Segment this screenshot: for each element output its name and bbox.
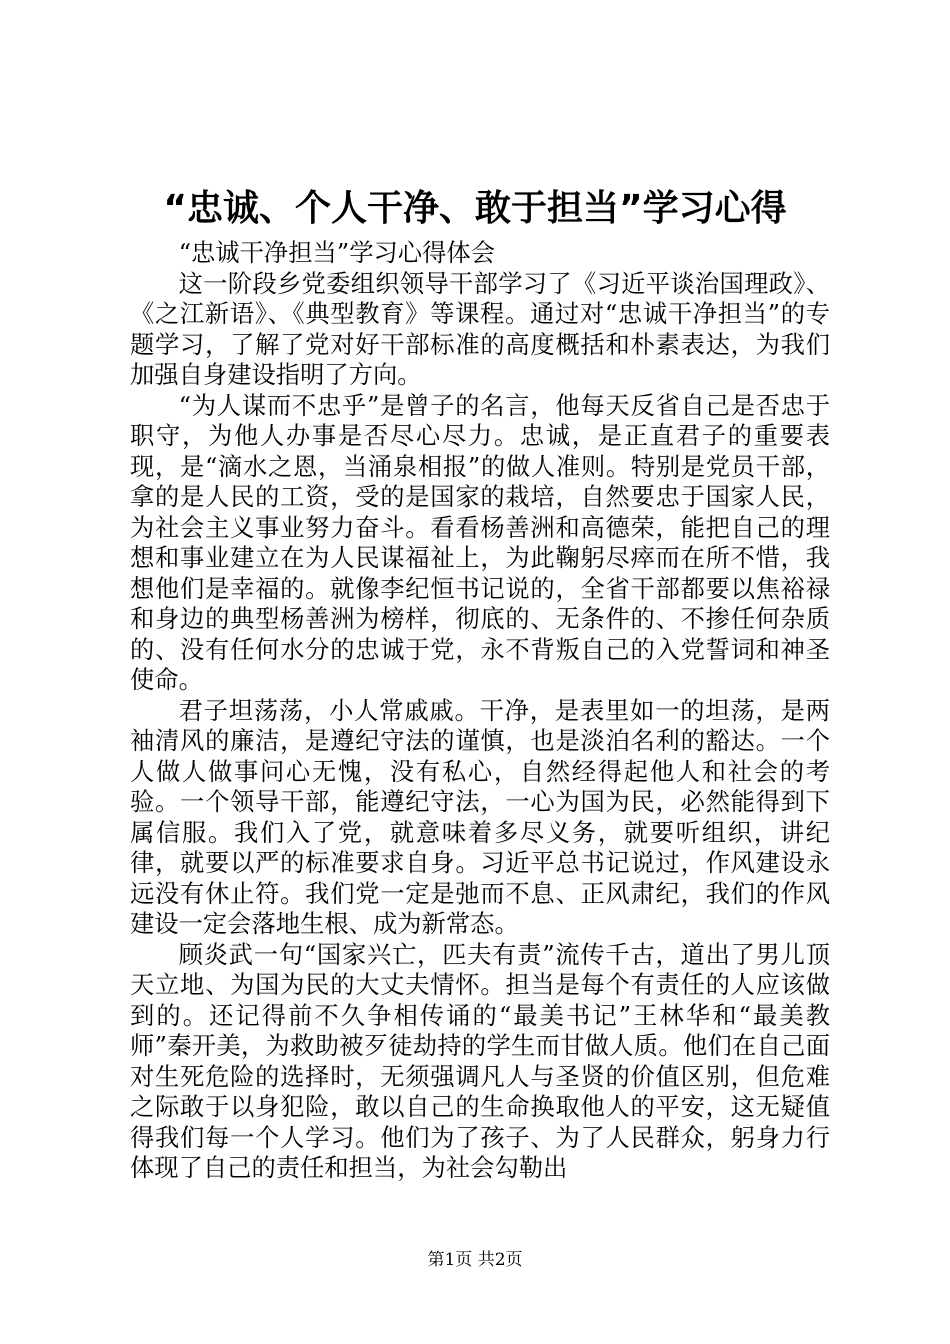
document-subtitle: “忠诚干净担当”学习心得体会 bbox=[178, 238, 495, 267]
document-title: “忠诚、个人干净、敢于担当”学习心得 bbox=[163, 188, 787, 229]
paragraph: 君子坦荡荡，小人常戚戚。干净，是表里如一的坦荡，是两袖清风的廉洁，是遵纪守法的谨慎，也是淡泊名利的豁达。一个人做人做事问心无愧，没有私心，自然经得起他人和社会的考验。一个领导干部，能遵纪守法，一心为国为民，必然能得到下属信服。我们入了党，就意味着多尽义务，就要听组织，讲纪律，就要以严的标准要求自身。习近平总书记说过，作风建设永远没有休止符。我们党一定是弛而不息、正风肃纪，我们的作风建设一定会落地生根、成为新常态。 bbox=[130, 695, 830, 938]
paragraph: 顾炎武一句“国家兴亡，匹夫有责”流传千古，道出了男儿顶天立地、为国为民的大丈夫情怀。担当是每个有责任的人应该做到的。还记得前不久争相传诵的“最美书记”王林华和“最美教师”秦开美，为救助被歹徒劫持的学生而甘做人质。他们在自己面对生死危险的选择时，无须强调凡人与圣贤的价值区别，但危难之际敢于以身犯险，敢以自己的生命换取他人的平安，这无疑值得我们每一个人学习。他们为了孩子、为了人民群众，躬身力行体现了自己的责任和担当，为社会勾勒出 bbox=[130, 939, 830, 1182]
paragraph: “为人谋而不忠乎”是曾子的名言，他每天反省自己是否忠于职守，为他人办事是否尽心尽力。忠诚，是正直君子的重要表现，是“滴水之恩，当涌泉相报”的做人准则。特别是党员干部，拿的是人民的工资，受的是国家的栽培，自然要忠于国家人民，为社会主义事业努力奋斗。看看杨善洲和高德荣，能把自己的理想和事业建立在为人民谋福祉上，为此鞠躬尽瘁而在所不惜，我想他们是幸福的。就像李纪恒书记说的，全省干部都要以焦裕禄和身边的典型杨善洲为榜样，彻底的、无条件的、不掺任何杂质的、没有任何水分的忠诚于党，永不背叛自己的入党誓词和神圣使命。 bbox=[130, 390, 830, 694]
paragraph: 这一阶段乡党委组织领导干部学习了《习近平谈治国理政》、《之江新语》、《典型教育》等课程。通过对“忠诚干净担当”的专题学习，了解了党对好干部标准的高度概括和朴素表达，为我们加强自身建设指明了方向。 bbox=[130, 268, 830, 389]
page-number: 第1页 共2页 bbox=[427, 1250, 523, 1270]
document-body bbox=[130, 238, 830, 1184]
